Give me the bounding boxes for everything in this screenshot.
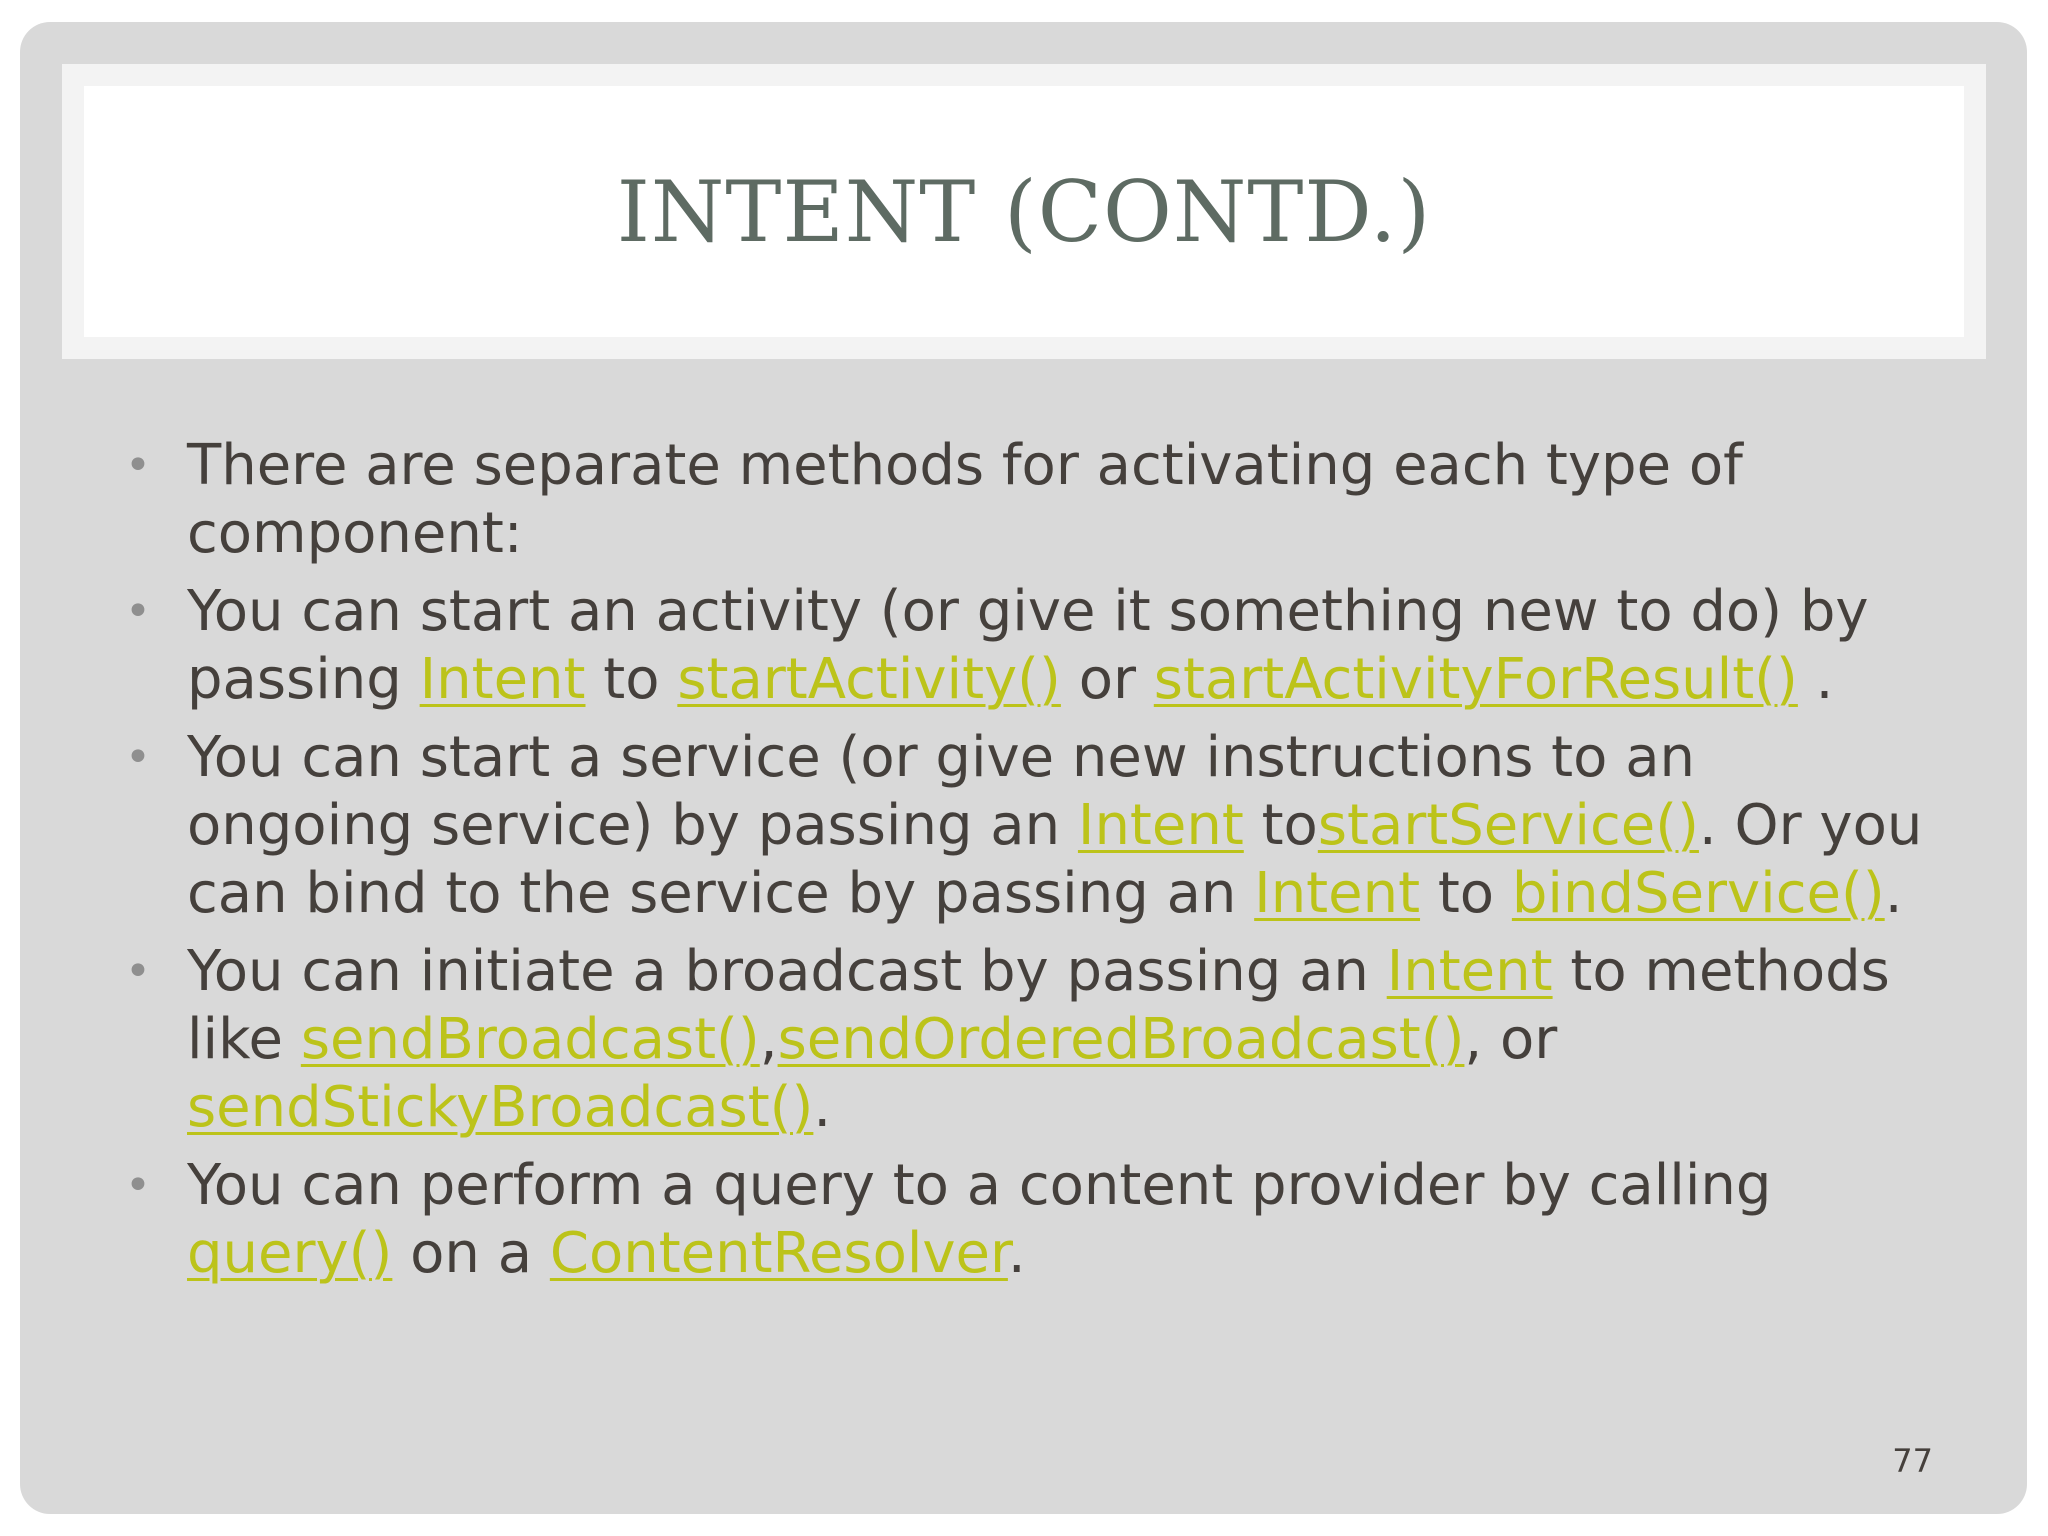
start-activity-link[interactable]: startActivity() bbox=[677, 647, 1061, 712]
bullet-icon: • bbox=[125, 586, 151, 637]
bullet-text: You can start an activity (or give it something new to do) by passing bbox=[187, 579, 1869, 712]
send-broadcast-link[interactable]: sendBroadcast() bbox=[300, 1007, 760, 1072]
bullet-item bbox=[115, 724, 1935, 928]
bullet-text: , or bbox=[1464, 1007, 1558, 1072]
bind-service-link[interactable]: bindService() bbox=[1511, 861, 1885, 926]
bullet-text: to methods like bbox=[187, 939, 1890, 1072]
bullet-text: . bbox=[1797, 647, 1834, 712]
send-sticky-broadcast-link[interactable]: sendStickyBroadcast() bbox=[187, 1075, 814, 1140]
intent-link[interactable]: Intent bbox=[419, 647, 586, 712]
bullet-text: or bbox=[1060, 647, 1154, 712]
bullet-text: You can perform a query to a content provider by calling bbox=[187, 1153, 1772, 1218]
title-band bbox=[62, 64, 1986, 359]
bullet-text: . bbox=[1884, 861, 1903, 926]
bullet-icon: • bbox=[125, 440, 151, 491]
bullet-icon: • bbox=[125, 1160, 151, 1211]
bullet-text: , bbox=[759, 1007, 778, 1072]
bullet-icon: • bbox=[125, 946, 151, 997]
content-resolver-link[interactable]: ContentResolver bbox=[549, 1221, 1008, 1286]
bullet-text: . bbox=[813, 1075, 832, 1140]
page-number: 77 bbox=[1892, 1442, 1933, 1480]
bullet-list bbox=[115, 432, 1935, 1288]
intent-link[interactable]: Intent bbox=[1077, 793, 1244, 858]
send-ordered-broadcast-link[interactable]: sendOrderedBroadcast() bbox=[777, 1007, 1465, 1072]
slide-body bbox=[115, 432, 1935, 1298]
slide-title: INTENT (CONTD.) bbox=[616, 162, 1432, 261]
bullet-text: . Or you can bind to the service by passing an bbox=[187, 793, 1923, 926]
start-activity-for-result-link[interactable]: startActivityForResult() bbox=[1153, 647, 1798, 712]
slide bbox=[20, 22, 2027, 1514]
start-service-link[interactable]: startService() bbox=[1317, 793, 1699, 858]
bullet-text: There are separate methods for activating each type of component: bbox=[187, 433, 1743, 566]
bullet-text: to bbox=[585, 647, 678, 712]
bullet-item bbox=[115, 938, 1935, 1142]
bullet-text: to bbox=[1420, 861, 1512, 926]
intent-link[interactable]: Intent bbox=[1386, 939, 1553, 1004]
bullet-text: You can initiate a broadcast by passing an bbox=[187, 939, 1387, 1004]
bullet-text: . bbox=[1007, 1221, 1026, 1286]
intent-link[interactable]: Intent bbox=[1254, 861, 1421, 926]
bullet-item bbox=[115, 578, 1935, 714]
bullet-text: on a bbox=[392, 1221, 550, 1286]
query-link[interactable]: query() bbox=[187, 1221, 393, 1286]
bullet-text: You can start a service (or give new instructions to an ongoing service) by passing an bbox=[187, 725, 1696, 858]
bullet-item bbox=[115, 1152, 1935, 1288]
bullet-item bbox=[115, 432, 1935, 568]
title-box bbox=[84, 86, 1964, 337]
bullet-icon: • bbox=[125, 732, 151, 783]
bullet-text: to bbox=[1243, 793, 1318, 858]
